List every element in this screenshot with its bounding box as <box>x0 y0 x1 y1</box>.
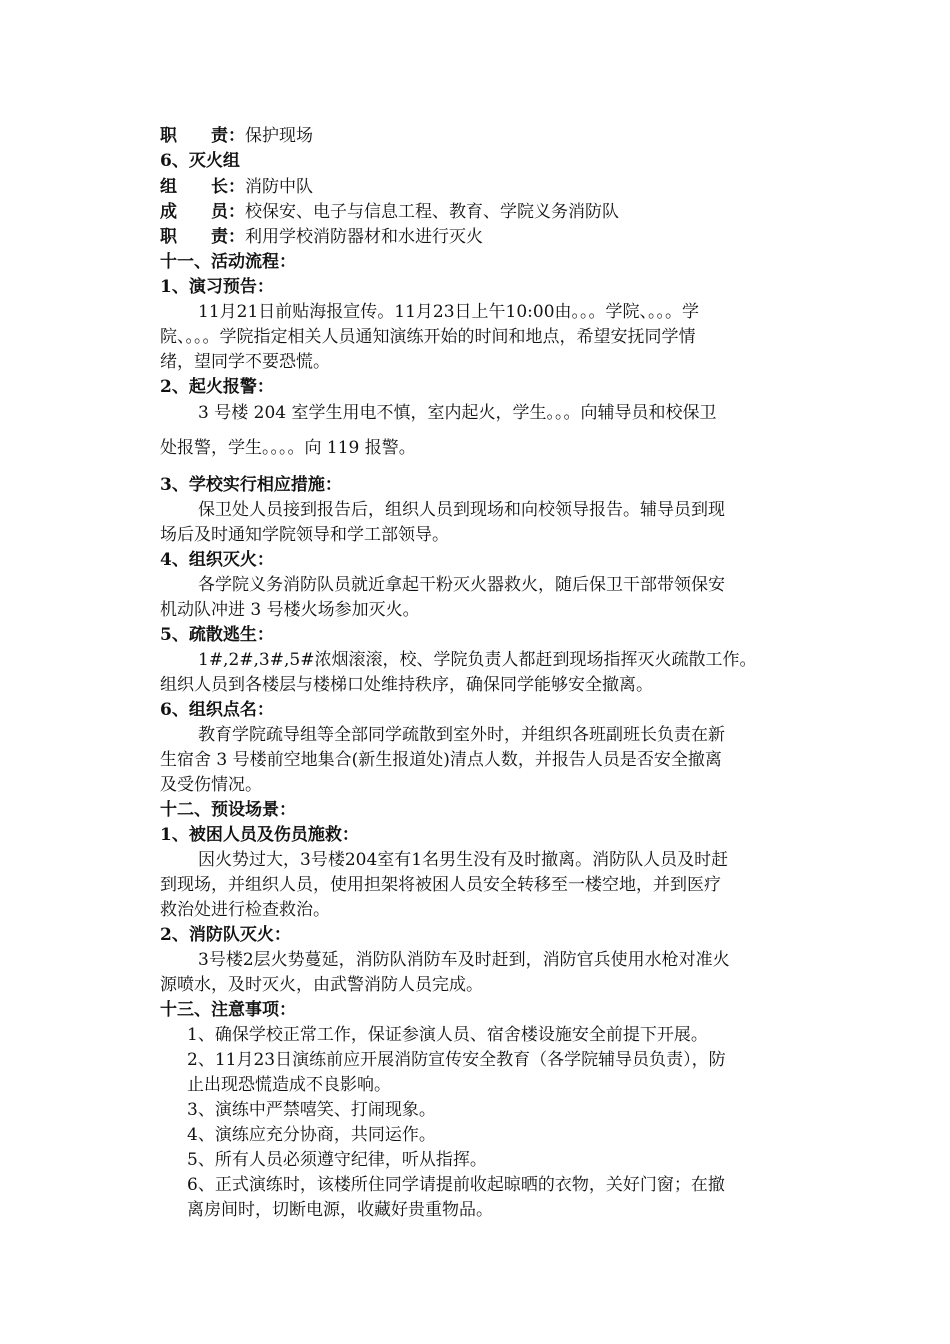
paragraph-line: 生宿舍 3 号楼前空地集合(新生报道处)清点人数，并报告人员是否安全撤离 <box>160 750 722 770</box>
note-item: 1、确保学校正常工作，保证参演人员、宿舍楼设施安全前提下开展。 <box>187 1025 708 1045</box>
paragraph-line: 及受伤情况。 <box>160 775 262 795</box>
paragraph-line: 源喷水，及时灭火，由武警消防人员完成。 <box>160 975 483 995</box>
paragraph-line: 因火势过大，3号楼204室有1名男生没有及时撤离。消防队人员及时赶 <box>198 850 729 870</box>
section-heading-12: 十二、预设场景： <box>160 800 296 820</box>
paragraph-line: 3号楼2层火势蔓延，消防队消防车及时赶到，消防官兵使用水枪对准火 <box>198 950 730 970</box>
paragraph-line: 3 号楼 204 室学生用电不慎，室内起火，学生。。。向辅导员和校保卫 <box>198 403 717 423</box>
subheading-evacuation: 5、疏散逃生： <box>160 625 274 645</box>
paragraph-line: 组织人员到各楼层与楼梯口处维持秩序，确保同学能够安全撤离。 <box>160 675 653 695</box>
paragraph-line: 1#,2#,3#,5#浓烟滚滚，校、学院负责人都赶到现场指挥灭火疏散工作。 <box>198 650 757 670</box>
subheading-drill-notice: 1、演习预告： <box>160 277 274 297</box>
members-value: 校保安、电子与信息工程、教育、学院义务消防队 <box>245 202 619 222</box>
paragraph-line: 处报警，学生。。。。向 119 报警。 <box>160 438 416 458</box>
note-item: 2、11月23日演练前应开展消防宣传安全教育（各学院辅导员负责），防 <box>187 1050 726 1070</box>
note-item: 4、演练应充分协商，共同运作。 <box>187 1125 436 1145</box>
paragraph-line: 院、。。。学院指定相关人员通知演练开始的时间和地点，希望安抚同学情 <box>160 327 696 347</box>
subheading-roll-call: 6、组织点名： <box>160 700 274 720</box>
leader-label: 组 长： <box>160 177 245 197</box>
paragraph-line: 11月21日前贴海报宣传。11月23日上午10:00由。。。学院、。。。学 <box>198 302 700 322</box>
note-item: 6、正式演练时，该楼所住同学请提前收起晾晒的衣物，关好门窗；在撤 <box>187 1175 725 1195</box>
subheading-fire-alarm: 2、起火报警： <box>160 377 274 397</box>
duty-label: 职 责： <box>160 126 245 146</box>
paragraph-line: 绪，望同学不要恐慌。 <box>160 352 330 372</box>
paragraph-line: 救治处进行检查救治。 <box>160 900 330 920</box>
section-heading-fire-team: 6、灭火组 <box>160 151 240 171</box>
subheading-fire-brigade: 2、消防队灭火： <box>160 925 291 945</box>
paragraph-line: 机动队冲进 3 号楼火场参加灭火。 <box>160 600 420 620</box>
paragraph-line: 各学院义务消防队员就近拿起干粉灭火器救火，随后保卫干部带领保安 <box>198 575 725 595</box>
subheading-school-measures: 3、学校实行相应措施： <box>160 475 342 495</box>
paragraph-line: 到现场，并组织人员，使用担架将被困人员安全转移至一楼空地，并到医疗 <box>160 875 721 895</box>
note-item-continued: 止出现恐慌造成不良影响。 <box>187 1075 391 1095</box>
note-item: 5、所有人员必须遵守纪律，听从指挥。 <box>187 1150 487 1170</box>
duty-value: 保护现场 <box>245 126 313 146</box>
duty-line-protect <box>160 124 313 148</box>
members-label: 成 员： <box>160 202 245 222</box>
section-heading-13: 十三、注意事项： <box>160 1000 296 1020</box>
subheading-rescue: 1、被困人员及伤员施救： <box>160 825 359 845</box>
paragraph-line: 教育学院疏导组等全部同学疏散到室外时，并组织各班副班长负责在新 <box>198 725 725 745</box>
subheading-firefighting: 4、组织灭火： <box>160 550 274 570</box>
leader-line <box>160 175 313 199</box>
note-item-continued: 离房间时，切断电源，收藏好贵重物品。 <box>187 1200 493 1220</box>
duty-line-fire <box>160 225 483 249</box>
note-item: 3、演练中严禁嘻笑、打闹现象。 <box>187 1100 436 1120</box>
paragraph-line: 保卫处人员接到报告后，组织人员到现场和向校领导报告。辅导员到现 <box>198 500 725 520</box>
duty-value: 利用学校消防器材和水进行灭火 <box>245 227 483 247</box>
members-line <box>160 200 619 224</box>
section-heading-11: 十一、活动流程： <box>160 252 296 272</box>
paragraph-line: 场后及时通知学院领导和学工部领导。 <box>160 525 449 545</box>
duty-label: 职 责： <box>160 227 245 247</box>
leader-value: 消防中队 <box>245 177 313 197</box>
